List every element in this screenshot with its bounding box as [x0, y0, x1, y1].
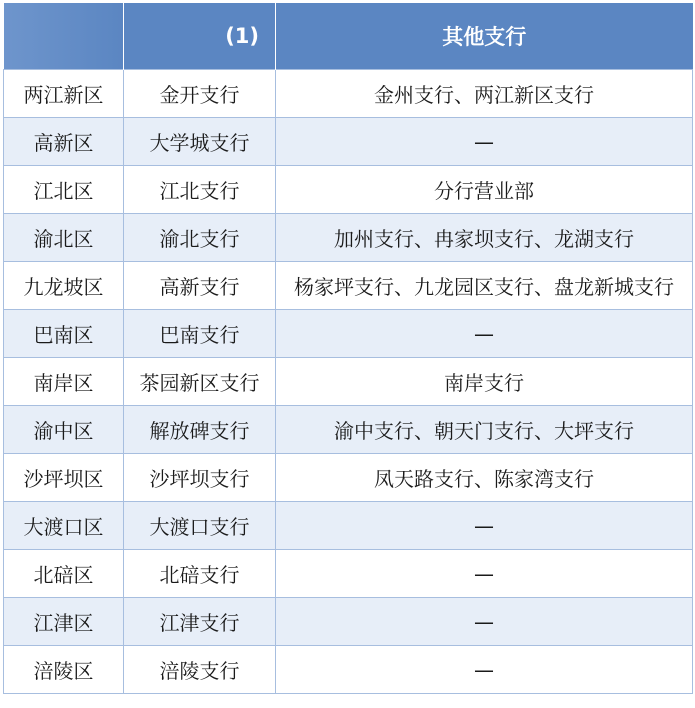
- cell-district: 两江新区: [4, 70, 124, 118]
- cell-main-branch: 巴南支行: [124, 310, 276, 358]
- table-row: [4, 70, 693, 118]
- branch-table-container: [3, 3, 692, 705]
- header-district: [4, 3, 124, 70]
- cell-other-branches: 渝中支行、朝天门支行、大坪支行: [276, 406, 693, 454]
- cell-other-branches: —: [276, 118, 693, 166]
- table-row: [4, 310, 693, 358]
- cell-main-branch: 茶园新区支行: [124, 358, 276, 406]
- cell-other-branches: 杨家坪支行、九龙园区支行、盘龙新城支行: [276, 262, 693, 310]
- cell-other-branches: 加州支行、冉家坝支行、龙湖支行: [276, 214, 693, 262]
- cell-district: 渝中区: [4, 406, 124, 454]
- cell-district: 沙坪坝区: [4, 454, 124, 502]
- cell-other-branches: —: [276, 310, 693, 358]
- branch-table: [3, 3, 693, 694]
- table-header: [4, 3, 693, 70]
- cell-district: 渝北区: [4, 214, 124, 262]
- cell-district: 北碚区: [4, 550, 124, 598]
- cell-main-branch: 沙坪坝支行: [124, 454, 276, 502]
- header-row: [4, 3, 693, 70]
- cell-other-branches: 分行营业部: [276, 166, 693, 214]
- cell-district: 江津区: [4, 598, 124, 646]
- table-row: [4, 550, 693, 598]
- cell-main-branch: 大渡口支行: [124, 502, 276, 550]
- cell-district: 江北区: [4, 166, 124, 214]
- cell-other-branches: —: [276, 598, 693, 646]
- cell-main-branch: 涪陵支行: [124, 646, 276, 694]
- table-row: [4, 262, 693, 310]
- table-body: [4, 70, 693, 694]
- cell-district: 大渡口区: [4, 502, 124, 550]
- table-row: [4, 646, 693, 694]
- cell-district: 巴南区: [4, 310, 124, 358]
- cell-main-branch: 解放碑支行: [124, 406, 276, 454]
- cell-main-branch: 高新支行: [124, 262, 276, 310]
- header-other-branches: 其他支行: [276, 3, 693, 70]
- table-row: [4, 598, 693, 646]
- cell-main-branch: 江北支行: [124, 166, 276, 214]
- cell-main-branch: 金开支行: [124, 70, 276, 118]
- cell-other-branches: —: [276, 502, 693, 550]
- cell-other-branches: —: [276, 550, 693, 598]
- cell-main-branch: 大学城支行: [124, 118, 276, 166]
- cell-other-branches: 凤天路支行、陈家湾支行: [276, 454, 693, 502]
- table-row: [4, 118, 693, 166]
- table-row: [4, 358, 693, 406]
- table-row: [4, 502, 693, 550]
- cell-district: 九龙坡区: [4, 262, 124, 310]
- cell-other-branches: —: [276, 646, 693, 694]
- table-row: [4, 166, 693, 214]
- table-row: [4, 406, 693, 454]
- cell-district: 南岸区: [4, 358, 124, 406]
- cell-district: 高新区: [4, 118, 124, 166]
- header-main-branch: (1): [124, 3, 276, 70]
- cell-other-branches: 南岸支行: [276, 358, 693, 406]
- cell-other-branches: 金州支行、两江新区支行: [276, 70, 693, 118]
- table-row: [4, 214, 693, 262]
- table-row: [4, 454, 693, 502]
- cell-main-branch: 渝北支行: [124, 214, 276, 262]
- cell-district: 涪陵区: [4, 646, 124, 694]
- cell-main-branch: 江津支行: [124, 598, 276, 646]
- cell-main-branch: 北碚支行: [124, 550, 276, 598]
